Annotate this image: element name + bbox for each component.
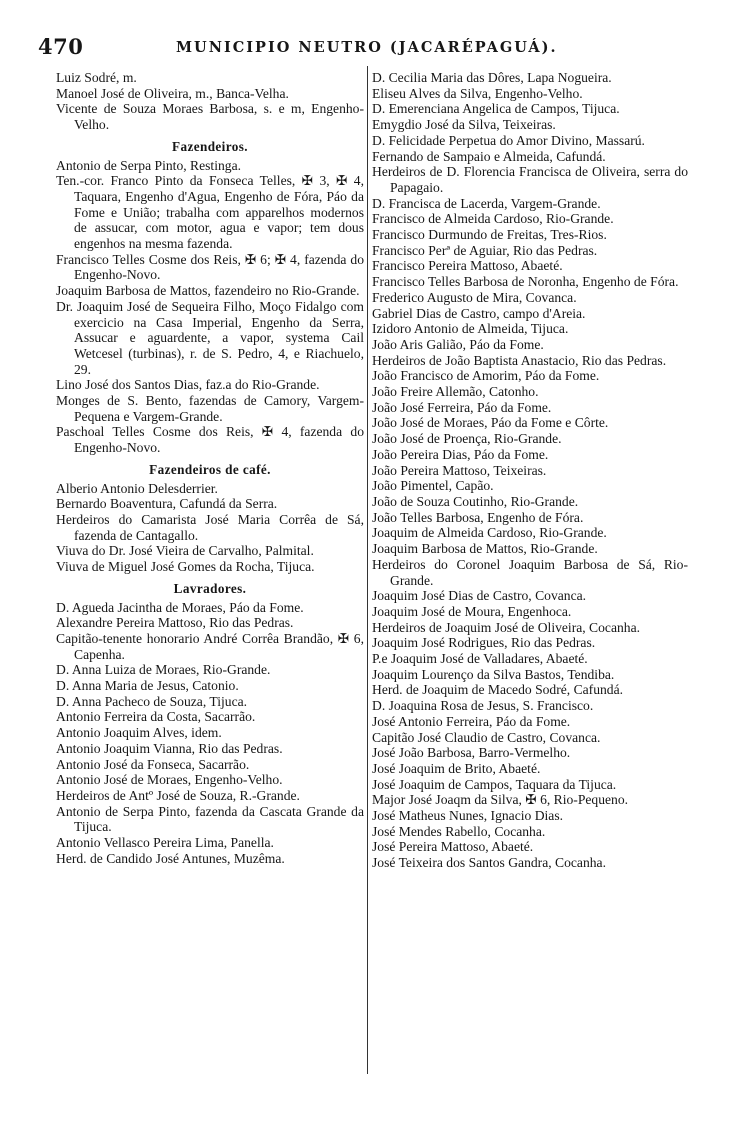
list-item: Francisco Pereira Mattoso, Abaeté. <box>372 258 563 274</box>
list-item: João Pereira Dias, Páo da Fome. <box>372 446 549 462</box>
list-item: João José de Proença, Rio-Grande. <box>372 431 562 447</box>
list-item: Bernardo Boaventura, Cafundá da Serra. <box>56 496 278 512</box>
list-item: Paschoal Telles Cosme dos Reis, ✠ 4, fazenda do Engenho-Novo. <box>56 424 364 456</box>
page-header <box>38 34 688 66</box>
list-item: Capitão-tenente honorario André Corrêa Brandão, ✠ 6, Capenha. <box>56 630 364 662</box>
list-item: Herdeiros de Joaquim José de Oliveira, Cocanha. <box>372 619 641 635</box>
section-heading: Lavradores. <box>173 580 247 596</box>
list-item: Joaquim José Rodrigues, Rio das Pedras. <box>372 635 596 651</box>
list-item: João Aris Galião, Páo da Fome. <box>372 336 544 352</box>
list-item: D. Emerenciana Angelica de Campos, Tijuca. <box>372 101 620 117</box>
list-item: Izidoro Antonio de Almeida, Tijuca. <box>372 321 569 337</box>
list-item: Herdeiros do Camarista José Maria Corrêa de Sá, fazenda de Cantagallo. <box>56 511 364 543</box>
list-item: João José de Moraes, Páo da Fome e Côrte. <box>372 415 609 431</box>
page-number: 470 <box>38 34 84 59</box>
section-fazendeiros-de-cafe <box>56 462 364 575</box>
list-item: Joaquim José de Moura, Engenhoca. <box>372 603 572 619</box>
column-divider <box>367 66 368 1074</box>
section-heading: Fazendeiros. <box>172 138 248 154</box>
list-item: Monges de S. Bento, fazendas de Camory, Vargem-Pequena e Vargem-Grande. <box>56 393 364 424</box>
section-heading: Fazendeiros de café. <box>149 461 271 477</box>
list-item: José Pereira Mattoso, Abaeté. <box>372 839 534 855</box>
list-item: Major José Joaqm da Silva, ✠ 6, Rio-Pequeno. <box>372 792 629 808</box>
list-item: Herd. de Joaquim de Macedo Sodré, Cafundá. <box>372 682 624 698</box>
list-item: Antonio Joaquim Alves, idem. <box>56 725 222 741</box>
list-item: Francisco de Almeida Cardoso, Rio-Grande. <box>372 211 614 227</box>
list-item: Lino José dos Santos Dias, faz.a do Rio-Grande. <box>56 377 320 393</box>
list-item: D. Agueda Jacintha de Moraes, Páo da Fome. <box>56 599 304 615</box>
list-item: Capitão José Claudio de Castro, Covanca. <box>372 729 601 745</box>
list-item: D. Francisca de Lacerda, Vargem-Grande. <box>372 195 601 211</box>
list-item: Francisco Telles Barbosa de Noronha, Engenho de Fóra. <box>372 274 679 290</box>
list-item: Alexandre Pereira Mattoso, Rio das Pedras. <box>56 615 294 631</box>
list-item: Antonio Vellasco Pereira Lima, Panella. <box>56 835 274 851</box>
list-item: Eliseu Alves da Silva, Engenho-Velho. <box>372 85 583 101</box>
list-item: José Teixeira dos Santos Gandra, Cocanha. <box>372 855 606 871</box>
list-item: José Mendes Rabello, Cocanha. <box>372 823 546 839</box>
list-item: Vicente de Souza Moraes Barbosa, s. e m, Engenho-Velho. <box>56 101 364 133</box>
list-item: Herdeiros de João Baptista Anastacio, Rio das Pedras. <box>372 352 667 368</box>
list-item: Viuva do Dr. José Vieira de Carvalho, Palmital. <box>56 543 314 559</box>
list-item: Antonio José de Moraes, Engenho-Velho. <box>56 772 283 788</box>
list-item: José Matheus Nunes, Ignacio Dias. <box>372 808 564 824</box>
list-item: Herdeiros de D. Florencia Francisca de Oliveira, serra do Papagaio. <box>372 164 688 195</box>
list-item: João Freire Allemão, Catonho. <box>372 384 539 400</box>
list-item: João de Souza Coutinho, Rio-Grande. <box>372 493 579 509</box>
list-item: Francisco Durmundo de Freitas, Tres-Rios. <box>372 227 607 243</box>
list-item: Joaquim José Dias de Castro, Covanca. <box>372 588 587 604</box>
list-item: Herdeiros do Coronel Joaquim Barbosa de Sá, Rio-Grande. <box>372 556 688 588</box>
list-item: Ten.-cor. Franco Pinto da Fonseca Telles, ✠ 3, ✠ 4, Taquara, Engenho d'Agua, Engenho de Fóra, Páo da Fome e União; trabalha com apparelhos modernos de assucar, com motor, agua e vapor; tem dous engenhos na mesma fazenda. <box>56 173 364 252</box>
list-item: João Telles Barbosa, Engenho de Fóra. <box>372 509 584 525</box>
list-item: D. Anna Pacheco de Souza, Tijuca. <box>56 693 248 709</box>
list-item: D. Anna Luiza de Moraes, Rio-Grande. <box>56 662 271 678</box>
list-item: João Pimentel, Capão. <box>372 478 494 494</box>
list-item: Dr. Joaquim José de Sequeira Filho, Moço Fidalgo com exercicio na Casa Imperial, Engenho da Serra, Assucar e aguardente, a vapor, systema Cail Wetcesel (turbinas), r. de S. Pedro, 4, e Riachuelo, 29. <box>56 298 364 377</box>
pre-entries <box>56 70 364 133</box>
list-item: D. Felicidade Perpetua do Amor Divino, Massarú. <box>372 132 645 148</box>
list-item: Luiz Sodré, m. <box>56 70 137 85</box>
list-item: Antonio Ferreira da Costa, Sacarrão. <box>56 709 256 725</box>
section-fazendeiros <box>56 139 364 456</box>
right-column <box>372 70 688 871</box>
list-item: Antonio Joaquim Vianna, Rio das Pedras. <box>56 740 283 756</box>
list-item: Antonio de Serpa Pinto, Restinga. <box>56 157 242 173</box>
section-lavradores <box>56 581 364 867</box>
list-item: Emygdio José da Silva, Teixeiras. <box>372 117 556 133</box>
list-item: Herd. de Candido José Antunes, Muzêma. <box>56 850 285 866</box>
list-item: Antonio José da Fonseca, Sacarrão. <box>56 756 250 772</box>
list-item: D. Anna Maria de Jesus, Catonio. <box>56 678 239 694</box>
list-item: José Joaquim de Brito, Abaeté. <box>372 760 541 776</box>
list-item: Alberio Antonio Delesderrier. <box>56 480 218 496</box>
list-item: Francisco Telles Cosme dos Reis, ✠ 6; ✠ 4, fazenda do Engenho-Novo. <box>56 251 364 283</box>
left-column <box>56 70 364 866</box>
list-item: José Antonio Ferreira, Páo da Fome. <box>372 713 571 729</box>
list-item: João José Ferreira, Páo da Fome. <box>372 399 552 415</box>
list-item: Antonio de Serpa Pinto, fazenda da Cascata Grande da Tijuca. <box>56 803 364 835</box>
list-item: José Joaquim de Campos, Taquara da Tijuca. <box>372 776 617 792</box>
list-item: Joaquim Barbosa de Mattos, fazendeiro no Rio-Grande. <box>56 283 360 299</box>
list-item: Gabriel Dias de Castro, campo d'Areia. <box>372 305 586 321</box>
list-item: Frederico Augusto de Mira, Covanca. <box>372 289 577 305</box>
list-item: José João Barbosa, Barro-Vermelho. <box>372 745 571 761</box>
list-item: Joaquim Lourenço da Silva Bastos, Tendiba. <box>372 666 615 682</box>
list-item: Joaquim Barbosa de Mattos, Rio-Grande. <box>372 541 598 557</box>
list-item: Viuva de Miguel José Gomes da Rocha, Tijuca. <box>56 559 315 575</box>
list-item: Francisco Perª de Aguiar, Rio das Pedras. <box>372 242 598 258</box>
list-item: D. Cecilia Maria das Dôres, Lapa Nogueira. <box>372 70 612 85</box>
list-item: D. Joaquina Rosa de Jesus, S. Francisco. <box>372 698 594 714</box>
list-item: P.e Joaquim José de Valladares, Abaeté. <box>372 651 588 667</box>
list-item: Joaquim de Almeida Cardoso, Rio-Grande. <box>372 525 607 541</box>
list-item: Fernando de Sampaio e Almeida, Cafundá. <box>372 148 606 164</box>
list-item: João Pereira Mattoso, Teixeiras. <box>372 462 547 478</box>
list-item: Manoel José de Oliveira, m., Banca-Velha. <box>56 85 289 101</box>
list-item: Herdeiros de Antº José de Souza, R.-Grande. <box>56 787 300 803</box>
list-item: João Francisco de Amorim, Páo da Fome. <box>372 368 600 384</box>
running-title: MUNICIPIO NEUTRO (JACARÉPAGUÁ). <box>176 39 558 56</box>
